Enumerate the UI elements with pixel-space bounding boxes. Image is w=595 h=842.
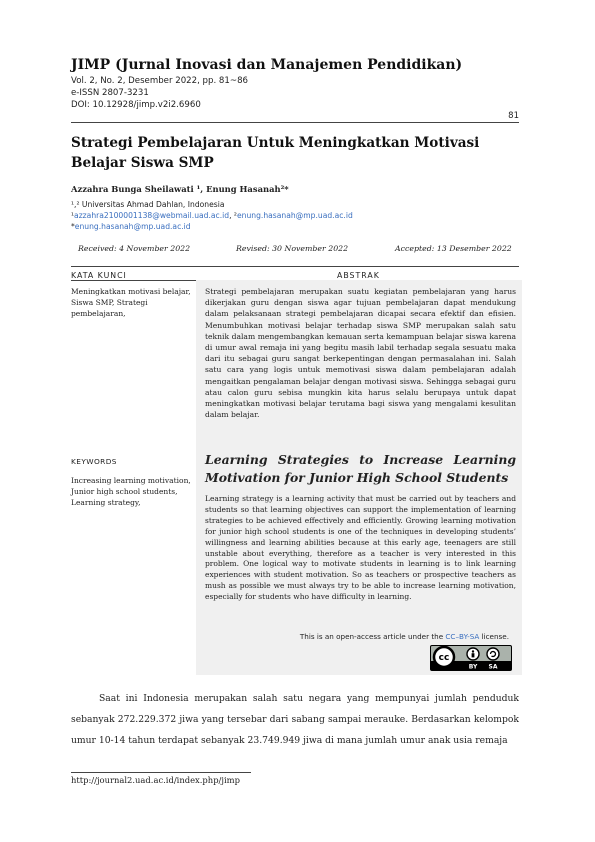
keywords-list: Increasing learning motivation, Junior high school students, Learning strategy, — [71, 476, 191, 507]
cc-by-sa-badge[interactable] — [430, 645, 512, 671]
badge-sa-label: SA — [488, 663, 498, 670]
article-title: Strategi Pembelajaran Untuk Meningkatkan Motivasi Belajar Siswa SMP — [71, 135, 480, 171]
license-prefix: This is an open-access article under the — [299, 632, 446, 641]
email-separator: , ² — [229, 211, 237, 220]
body-paragraph — [71, 688, 519, 751]
english-abstract: Learning strategy is a learning activity that must be carried out by teachers and students so that learning objectives can support the implementation of learning strategies to be achieved effectively and efficiently. Growing learning motivation for junior high school students is one of the techniques in developing students’ willingness and learning abilities because at this early age, teenagers are still unstable about everything, therefore as a teacher is very interested in this problem. One logical way to motivate students in learning is to link learning experiences with student motivation. So as teachers or prospective teachers as mush as possible we must always try to be able to increase learning motivation, especially for students who have difficulty in learning. — [205, 494, 516, 602]
journal-title: JIMP (Jurnal Inovasi dan Manajemen Pendidikan) — [71, 57, 463, 73]
email-line — [71, 211, 353, 220]
kata-kunci-heading: KATA KUNCI — [71, 271, 127, 280]
cc-icon: cc — [438, 653, 450, 663]
corresponding-email-link[interactable]: enung.hasanah@mp.uad.ac.id — [74, 222, 191, 231]
authors: Azzahra Bunga Sheilawati ¹, Enung Hasanah²* — [71, 184, 289, 194]
received-date: Received: 4 November 2022 — [78, 244, 191, 253]
revised-date: Revised: 30 November 2022 — [236, 244, 349, 253]
email1-link[interactable]: azzahra2100001138@webmail.uad.ac.id — [74, 211, 230, 220]
badge-by-label: BY — [468, 663, 478, 670]
license-link[interactable]: CC–BY-SA — [445, 632, 480, 641]
abstrak-heading: ABSTRAK — [337, 271, 380, 280]
keywords-heading: KEYWORDS — [71, 457, 117, 466]
corresponding-marker: * — [71, 222, 75, 231]
footer-rule — [71, 772, 251, 773]
accepted-date: Accepted: 13 Desember 2022 — [395, 244, 512, 253]
affiliation: ¹,² Universitas Ahmad Dahlan, Indonesia — [71, 200, 225, 209]
footer-url[interactable]: http://journal2.uad.ac.id/index.php/jimp — [71, 775, 240, 785]
license-suffix: license. — [479, 632, 509, 641]
doi: DOI: 10.12928/jimp.v2i2.6960 — [71, 100, 201, 110]
volume-info: Vol. 2, No. 2, Desember 2022, pp. 81~86 — [71, 76, 249, 86]
section-rule-top — [71, 266, 519, 267]
english-title: Learning Strategies to Increase Learning Motivation for Junior High School Students — [205, 452, 516, 485]
email2-link[interactable]: enung.hasanah@mp.uad.ac.id — [236, 211, 353, 220]
header-rule — [71, 122, 519, 123]
abstrak-text: Strategi pembelajaran merupakan suatu kegiatan pembelajaran yang harus dikerjakan guru dengan siswa agar tujuan pembelajaran dapat mendukung dalam pelaksanaan strategi pembelajaran dicapai secara efektif dan efisien. Menumbuhkan motivasi belajar terhadap siswa SMP merupakan salah satu teknik dalam mengembangkan kemauan serta kemampuan belajar siswa karena di umur awal remaja ini yang begitu masih labil terhadap segala sesuatu maka dari itu sebagai guru sangat berkepentingan dengan permasalahan ini. Salah satu cara yang logis untuk memotivasi siswa dalam pembelajaran adalah mengaitkan pengalaman belajar dengan motivasi siswa. Sehingga sebagai guru atau calon guru sebisa mungkin kita harus selalu berupaya untuk dapat meningkatkan motivasi belajar terutama bagi siswa yang mengalami kesulitan dalam belajar. — [205, 287, 516, 420]
corresponding-email-line — [71, 222, 191, 231]
kata-kunci-list: Meningkatkan motivasi belajar, Siswa SMP, Strategi pembelajaran, — [71, 287, 191, 318]
by-person-icon — [472, 650, 474, 652]
email1-prefix: ¹ — [71, 211, 75, 220]
cc-badge-graphic — [431, 646, 511, 670]
page-number: 81 — [508, 111, 519, 121]
license-notice — [205, 632, 509, 641]
body-paragraph-text: Saat ini Indonesia merupakan salah satu negara yang mempunyai jumlah penduduk sebanyak 272.229.372 jiwa yang tersebar dari sabang sampai merauke. Berdasarkan kelompok umur 10-14 tahun terdapat sebanyak 23.749.949 jiwa di mana jumlah umur anak usia remaja — [71, 693, 519, 746]
eissn: e-ISSN 2807-3231 — [71, 88, 149, 98]
